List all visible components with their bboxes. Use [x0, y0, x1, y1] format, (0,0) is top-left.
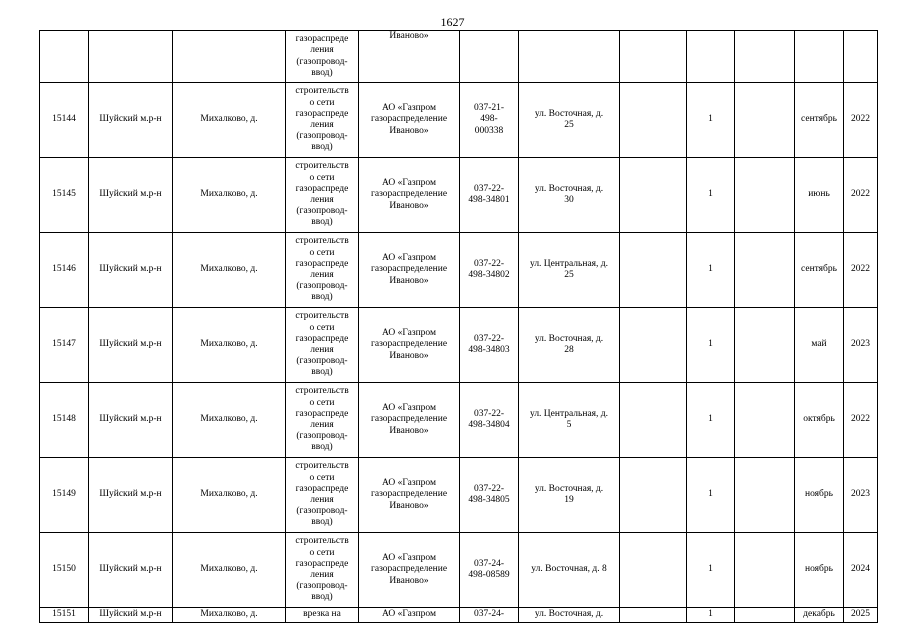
- cell-month: октябрь: [795, 383, 844, 458]
- cell-year: 2022: [844, 383, 878, 458]
- cell-qty: 1: [687, 608, 735, 623]
- cell-code: [460, 31, 519, 83]
- cell-num: 15147: [40, 308, 89, 383]
- cell-num: [40, 31, 89, 83]
- cell-address: ул. Центральная, д. 25: [519, 233, 620, 308]
- table-row: [40, 533, 878, 608]
- cell-year: 2022: [844, 83, 878, 158]
- cell-blank: [620, 158, 687, 233]
- cell-qty: 1: [687, 233, 735, 308]
- cell-organization: АО «Газпром газораспределение Иваново»: [359, 308, 460, 383]
- cell-settlement: Михалково, д.: [173, 458, 286, 533]
- cell-blank: [620, 383, 687, 458]
- cell-blank: [735, 233, 795, 308]
- registry-table: [39, 30, 878, 623]
- cell-address: ул. Восточная, д. 19: [519, 458, 620, 533]
- cell-month: декабрь: [795, 608, 844, 623]
- cell-district: [89, 31, 173, 83]
- table-row: [40, 233, 878, 308]
- cell-address: ул. Восточная, д. 25: [519, 83, 620, 158]
- cell-code: 037-22- 498-34801: [460, 158, 519, 233]
- cell-organization: Иваново»: [359, 31, 460, 83]
- cell-blank: [620, 233, 687, 308]
- cell-qty: 1: [687, 458, 735, 533]
- cell-organization: АО «Газпром: [359, 608, 460, 623]
- cell-blank: [735, 308, 795, 383]
- cell-address: ул. Центральная, д. 5: [519, 383, 620, 458]
- cell-blank: [620, 608, 687, 623]
- cell-year: 2023: [844, 458, 878, 533]
- cell-work-type: строительств о сети газораспреде ления (газопровод- ввод): [286, 158, 359, 233]
- table-row-last: [40, 608, 878, 623]
- cell-address: [519, 31, 620, 83]
- table-row: [40, 83, 878, 158]
- cell-work-type: строительств о сети газораспреде ления (газопровод- ввод): [286, 233, 359, 308]
- cell-code: 037-22- 498-34802: [460, 233, 519, 308]
- cell-district: Шуйский м.р-н: [89, 608, 173, 623]
- cell-num: 15149: [40, 458, 89, 533]
- cell-settlement: Михалково, д.: [173, 308, 286, 383]
- cell-organization: АО «Газпром газораспределение Иваново»: [359, 83, 460, 158]
- cell-work-type: газораспреде ления (газопровод- ввод): [286, 31, 359, 83]
- cell-qty: 1: [687, 308, 735, 383]
- cell-settlement: Михалково, д.: [173, 608, 286, 623]
- cell-num: 15148: [40, 383, 89, 458]
- cell-qty: 1: [687, 383, 735, 458]
- cell-district: Шуйский м.р-н: [89, 233, 173, 308]
- cell-month: ноябрь: [795, 533, 844, 608]
- cell-code: 037-22- 498-34804: [460, 383, 519, 458]
- cell-address: ул. Восточная, д. 30: [519, 158, 620, 233]
- cell-work-type: врезка на: [286, 608, 359, 623]
- cell-code: 037-24-: [460, 608, 519, 623]
- cell-organization: АО «Газпром газораспределение Иваново»: [359, 533, 460, 608]
- cell-blank: [735, 458, 795, 533]
- cell-code: 037-22- 498-34803: [460, 308, 519, 383]
- cell-qty: 1: [687, 158, 735, 233]
- cell-organization: АО «Газпром газораспределение Иваново»: [359, 383, 460, 458]
- table-row: [40, 383, 878, 458]
- cell-blank: [735, 533, 795, 608]
- cell-year: 2025: [844, 608, 878, 623]
- cell-month: сентябрь: [795, 83, 844, 158]
- cell-blank: [620, 31, 687, 83]
- cell-blank: [735, 83, 795, 158]
- cell-work-type: строительств о сети газораспреде ления (газопровод- ввод): [286, 458, 359, 533]
- cell-month: сентябрь: [795, 233, 844, 308]
- cell-organization: АО «Газпром газораспределение Иваново»: [359, 458, 460, 533]
- table-row: [40, 308, 878, 383]
- cell-blank: [620, 533, 687, 608]
- page-number: 1627: [440, 15, 465, 29]
- cell-month: май: [795, 308, 844, 383]
- cell-settlement: [173, 31, 286, 83]
- cell-blank: [735, 158, 795, 233]
- cell-organization: АО «Газпром газораспределение Иваново»: [359, 233, 460, 308]
- cell-blank: [620, 83, 687, 158]
- cell-month: [795, 31, 844, 83]
- cell-qty: 1: [687, 533, 735, 608]
- cell-code: 037-22- 498-34805: [460, 458, 519, 533]
- cell-qty: [687, 31, 735, 83]
- cell-num: 15145: [40, 158, 89, 233]
- cell-district: Шуйский м.р-н: [89, 533, 173, 608]
- cell-month: ноябрь: [795, 458, 844, 533]
- cell-blank: [735, 31, 795, 83]
- cell-year: 2022: [844, 233, 878, 308]
- cell-blank: [620, 458, 687, 533]
- cell-code: 037-24- 498-08589: [460, 533, 519, 608]
- cell-district: Шуйский м.р-н: [89, 158, 173, 233]
- table-row: [40, 158, 878, 233]
- cell-num: 15146: [40, 233, 89, 308]
- cell-blank: [735, 608, 795, 623]
- cell-settlement: Михалково, д.: [173, 233, 286, 308]
- cell-year: 2022: [844, 158, 878, 233]
- cell-blank: [620, 308, 687, 383]
- cell-address: ул. Восточная, д. 28: [519, 308, 620, 383]
- cell-address: ул. Восточная, д. 8: [519, 533, 620, 608]
- cell-district: Шуйский м.р-н: [89, 458, 173, 533]
- cell-work-type: строительств о сети газораспреде ления (газопровод- ввод): [286, 383, 359, 458]
- table-row: [40, 458, 878, 533]
- cell-year: 2024: [844, 533, 878, 608]
- cell-blank: [735, 383, 795, 458]
- cell-settlement: Михалково, д.: [173, 383, 286, 458]
- cell-year: [844, 31, 878, 83]
- cell-qty: 1: [687, 83, 735, 158]
- cell-year: 2023: [844, 308, 878, 383]
- cell-num: 15151: [40, 608, 89, 623]
- cell-district: Шуйский м.р-н: [89, 383, 173, 458]
- cell-num: 15150: [40, 533, 89, 608]
- cell-settlement: Михалково, д.: [173, 83, 286, 158]
- cell-settlement: Михалково, д.: [173, 158, 286, 233]
- cell-district: Шуйский м.р-н: [89, 83, 173, 158]
- cell-organization: АО «Газпром газораспределение Иваново»: [359, 158, 460, 233]
- cell-month: июнь: [795, 158, 844, 233]
- cell-settlement: Михалково, д.: [173, 533, 286, 608]
- cell-code: 037-21- 498- 000338: [460, 83, 519, 158]
- cell-work-type: строительств о сети газораспреде ления (газопровод- ввод): [286, 533, 359, 608]
- cell-district: Шуйский м.р-н: [89, 308, 173, 383]
- cell-address: ул. Восточная, д.: [519, 608, 620, 623]
- table-row-fragment: [40, 31, 878, 83]
- cell-work-type: строительств о сети газораспреде ления (газопровод- ввод): [286, 83, 359, 158]
- cell-work-type: строительств о сети газораспреде ления (газопровод- ввод): [286, 308, 359, 383]
- cell-num: 15144: [40, 83, 89, 158]
